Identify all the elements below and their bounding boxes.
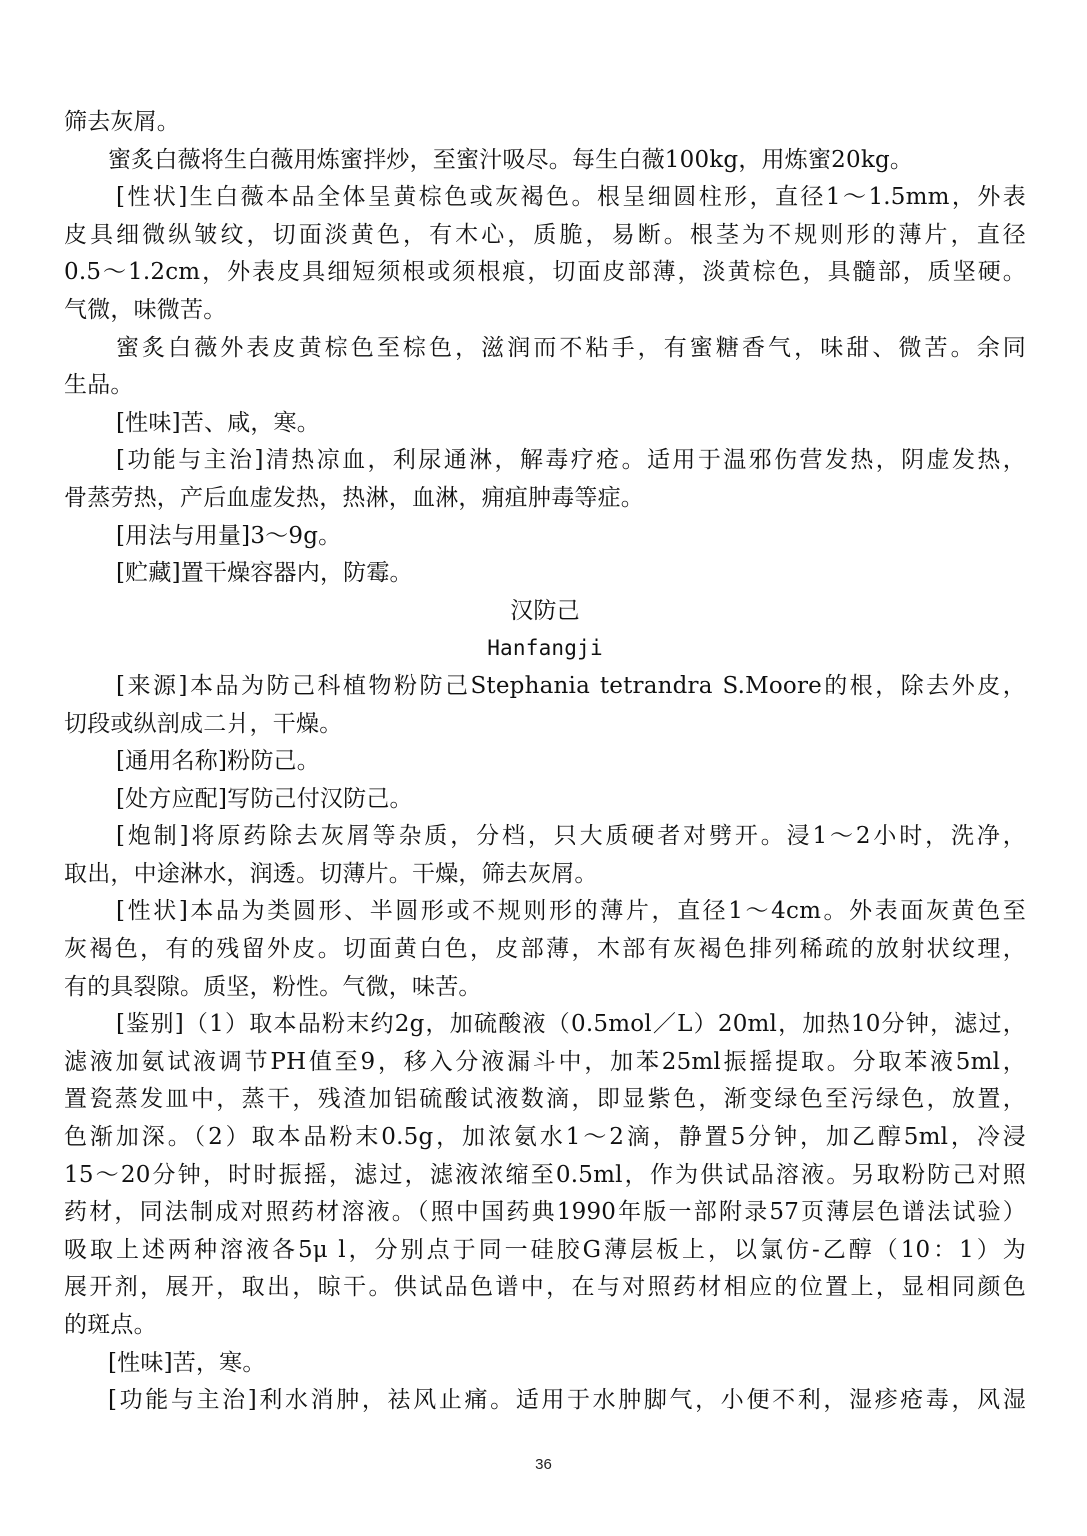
text-line: 色渐加深。（2）取本品粉末0.5g，加浓氨水1～2滴，静置5分钟，加乙醇5ml，冷浸 <box>64 1124 1026 1151</box>
text-line: 展开剂，展开，取出，晾干。供试品色谱中，在与对照药材相应的位置上，显相同颜色 <box>64 1274 1026 1301</box>
text-line: 吸取上述两种溶液各5μ l，分别点于同一硅胶G薄层板上，以氯仿-乙醇（10：1）为 <box>64 1236 1026 1263</box>
text-line: 气微，味微苦。 <box>64 296 227 323</box>
text-line: [性状]生白薇本品全体呈黄棕色或灰褐色。根呈细圆柱形，直径1～1.5mm，外表 <box>116 184 1026 211</box>
text-line: 取出，中途淋水，润透。切薄片。干燥，筛去灰屑。 <box>64 860 598 887</box>
entry-pinyin: Hanfangji <box>487 636 603 661</box>
text-line: [炮制]将原药除去灰屑等杂质，分档，只大质硬者对劈开。浸1～2小时，洗净， <box>116 823 1026 850</box>
text-line: 的斑点。 <box>64 1312 157 1338</box>
text-line: 灰褐色，有的残留外皮。切面黄白色，皮部薄，木部有灰褐色排列稀疏的放射状纹理， <box>64 936 1026 963</box>
text-line: [来源]本品为防己科植物粉防己Stephania tetrandra S.Moore的根，除去外皮， <box>116 672 1026 699</box>
text-line: 药材，同法制成对照药材溶液。（照中国药典1990年版一部附录57页薄层色谱法试验） <box>64 1199 1026 1226</box>
text-line: 切段或纵剖成二爿，干燥。 <box>64 710 343 737</box>
text-line: [处方应配]写防己付汉防己。 <box>116 785 413 812</box>
text-line: 蜜炙白薇将生白薇用炼蜜拌炒，至蜜汁吸尽。每生白薇100kg，用炼蜜20kg。 <box>108 146 914 173</box>
text-line: [性味]苦，寒。 <box>108 1349 266 1376</box>
text-line: 滤液加氨试液调节PH值至9，移入分液漏斗中，加苯25ml振摇提取。分取苯液5ml， <box>64 1048 1026 1075</box>
text-line: [通用名称]粉防己。 <box>116 748 320 775</box>
text-line: 筛去灰屑。 <box>64 109 180 135</box>
text-line: 骨蒸劳热，产后血虚发热，热淋，血淋，痈疽肿毒等症。 <box>64 484 644 511</box>
text-line: [鉴别]（1）取本品粉末约2g，加硫酸液（0.5mol／L）20ml，加热10分钟，滤过， <box>116 1011 1026 1038</box>
text-line: [功能与主治]清热凉血，利尿通淋，解毒疗疮。适用于温邪伤营发热，阴虚发热， <box>116 447 1026 474</box>
document-body <box>64 104 1026 1420</box>
entry-title: 汉防己 <box>510 597 580 624</box>
text-line: [功能与主治]利水消肿，祛风止痛。适用于水肿脚气，小便不利，湿疹疮毒，风湿 <box>108 1387 1026 1414</box>
text-line: 0.5～1.2cm，外表皮具细短须根或须根痕，切面皮部薄，淡黄棕色，具髓部，质坚硬。 <box>64 259 1026 286</box>
page-number: 36 <box>535 1456 552 1473</box>
text-line: 生品。 <box>64 372 134 399</box>
text-line: 置瓷蒸发皿中，蒸干，残渣加铝硫酸试液数滴，即显紫色，渐变绿色至污绿色，放置， <box>64 1086 1026 1113</box>
text-line: 15～20分钟，时时振摇，滤过，滤液浓缩至0.5ml，作为供试品溶液。另取粉防己对照 <box>64 1161 1026 1188</box>
text-line: [用法与用量]3～9g。 <box>116 522 342 549</box>
text-line: 皮具细微纵皱纹，切面淡黄色，有木心，质脆，易断。根茎为不规则形的薄片，直径 <box>64 221 1026 248</box>
text-line: 蜜炙白薇外表皮黄棕色至棕色，滋润而不粘手，有蜜糖香气，味甜、微苦。余同 <box>116 334 1026 361</box>
text-line: 有的具裂隙。质坚，粉性。气微，味苦。 <box>64 973 482 1000</box>
text-line: [贮藏]置干燥容器内，防霉。 <box>116 560 413 587</box>
text-line: [性味]苦、咸，寒。 <box>116 409 320 436</box>
text-line: [性状]本品为类圆形、半圆形或不规则形的薄片，直径1～4cm。外表面灰黄色至 <box>116 898 1026 925</box>
